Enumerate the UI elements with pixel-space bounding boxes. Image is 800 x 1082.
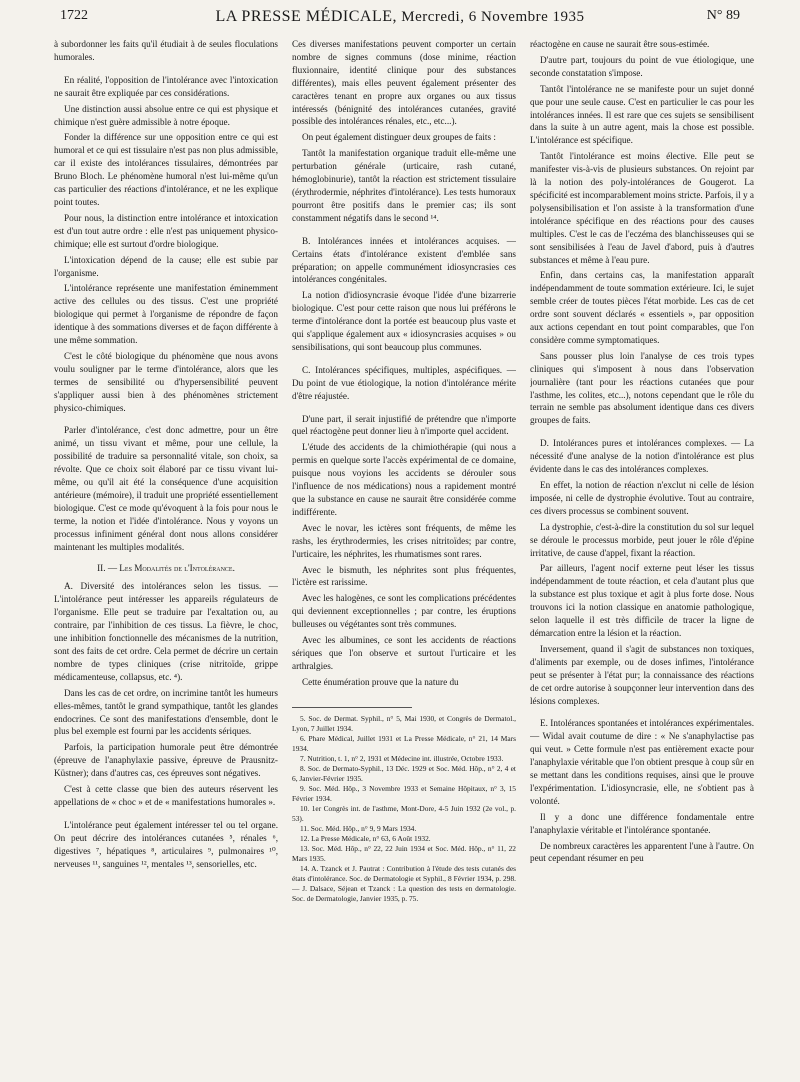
paragraph: A. Diversité des intolérances selon les tissus. — L'intolérance peut intéresser les appareils régulateurs de l'organisme. Elle peut se traduire par l'exaltation ou, au contraire, par l'inhibition de ces tissus. La fièvre, le choc, une inhibition fonctionnelle des mécanismes de la nutrition, sont des faits de cet ordre. Cela permet de décrire un certain nombre de types cliniques (crise nitritoïde, grippe médicamenteuse, collapsus, etc. ⁴). [54,581,278,682]
paragraph: Tantôt l'intolérance ne se manifeste pour un sujet donné que pour une seule cause. C'est en particulier le cas pour les intolérances innées. Il est rare que ces sujets se sensibilisent dans la suite à un autre agent, mais la chose est possible. L'intolérance est spécifique. [530,83,754,146]
paragraph: C'est à cette classe que bien des auteurs réservent les appellations de « choc » et de « manifestations humorales ». [54,784,278,807]
paragraph: Cette énumération prouve que la nature du [302,676,459,687]
issue-date: Mercredi, 6 Novembre 1935 [401,9,585,25]
footnotes [292,714,516,904]
paragraph: B. Intolérances innées et intolérances acquises. — Certains états d'intolérance existent d'emblée sans préparation; on appelle communément idiosyncrasies ces intolérances congénitales. [292,235,516,285]
paragraph: En effet, la notion de réaction n'exclut ni celle de lésion imposée, ni celle de dystrophie évolutive. Tout au contraire, ces divers processus se combinent souvent. [530,480,754,516]
paragraph: L'intolérance peut également intéresser tel ou tel organe. On peut décrire des intolérances cutanées ⁵, rénales ⁶, digestives ⁷, hépatiques ⁸, articulaires ⁹, pulmonaires ¹⁰, nerveuses ¹¹, sanguines ¹², mentales ¹³, sensorielles, etc. [54,819,278,869]
paragraph: réactogène en cause ne saurait être sous-estimée. [530,39,710,49]
paragraph: C'est le côté biologique du phénomène que nous avons voulu souligner par le terme d'intolérance, alors que les termes de sensibilité ou d'hypersensibilité peuvent s'appliquer aussi bien à des phénomènes strictement physico-chimiques. [54,350,278,413]
footnote: 13. Soc. Méd. Hôp., n° 22, 22 Juin 1934 et Soc. Méd. Hôp., n° 11, 22 Mars 1935. [292,843,516,863]
footnote: 14. A. Tzanck et J. Pautrat : Contribution à l'étude des tests cutanés des états d'intolérance. Soc. de Dermatologie et Syphil., 8 Février 1934, p. 298. — J. Dalsace, Séjean et Tzanck : La question des tests en dermatologie. Soc. de Dermatologie, Janvier 1935, p. 75. [292,863,516,903]
paragraph-gap [54,417,278,424]
paragraph: On peut également distinguer deux groupes de faits : [302,132,496,143]
page-header [60,8,740,30]
paragraph: Il y a donc une différence fondamentale entre l'anaphylaxie véritable et l'intolérance spontanée. [530,811,754,835]
journal-name: LA PRESSE MÉDICALE, [215,8,397,25]
section-heading: II. — Les Modalités de l'Intolérance. [97,562,235,573]
paragraph-gap [292,357,516,364]
paragraph-gap [530,430,754,437]
paragraph-gap [292,228,516,235]
paragraph-gap [292,406,516,413]
paragraph: D'une part, il serait injustifié de prétendre que n'importe quel réactogène peut donner lieu à n'importe quel accident. [292,413,516,437]
article-body [54,38,752,1078]
paragraph: De nombreux caractères les apparentent l'une à l'autre. On peut cependant résumer en peu [530,840,754,864]
paragraph: C. Intolérances spécifiques, multiples, aspécifiques. — Du point de vue étiologique, la notion d'intolérance mérite d'être réajustée. [292,364,516,401]
running-title [60,8,740,26]
paragraph: Avec les albumines, ce sont les accidents de réactions sériques que l'on observe et surtout l'urticaire et les arthralgies. [292,635,516,671]
paragraph-gap [54,67,278,74]
column-1 [54,38,278,1078]
footnote: 5. Soc. de Dermat. Syphil., n° 5, Mai 1930, et Congrès de Dermatol., Lyon, 7 Juillet 1934. [292,713,516,733]
paragraph: En réalité, l'opposition de l'intolérance avec l'intoxication ne saurait être expliquée par ces considérations. [54,74,278,98]
paragraph: Avec le bismuth, les néphrites sont plus fréquentes, l'ictère est rarissime. [292,564,516,588]
paragraph-gap [530,710,754,717]
footnote: 12. La Presse Médicale, n° 63, 6 Août 1932. [300,833,431,843]
paragraph: L'intoxication dépend de la cause; elle est subie par l'organisme. [54,254,278,278]
paragraph: D'autre part, toujours du point de vue étiologique, une seconde constatation s'impose. [530,54,754,78]
paragraph: L'intolérance représente une manifestation éminemment active des cellules ou des tissus. C'est une propriété biologique qui permet à l'organisme de répondre de façon identique à des sommations diverses et de façon différente à une même sommation. [54,283,278,346]
paragraph: L'étude des accidents de la chimiothérapie (qui nous a permis en quelque sorte l'accès expérimental de ce domaine, puisque nous voyions les accidents se dérouler sous l'influence de nos médications) nous a rapidement montré que la substance en cause ne saurait être considérée comme indifférente. [292,442,516,517]
page-number: 1722 [60,8,88,23]
paragraph: La dystrophie, c'est-à-dire la constitution du sol sur lequel se déroule le processus morbide, peut jouer le rôle d'épine irritative, de cause d'appel, fixant la réaction. [530,521,754,558]
issue-number: N° 89 [706,8,740,23]
paragraph: Parfois, la participation humorale peut être démontrée (épreuve de l'anaphylaxie passive, épreuve de Prausnitz-Küstner); dans d'autres cas, ces épreuves sont négatives. [54,742,278,779]
paragraph-gap [54,812,278,819]
paragraph: Une distinction aussi absolue entre ce qui est physique et chimique n'est guère admissible à notre époque. [54,103,278,127]
paragraph: Avec les halogènes, ce sont les complications précédentes qui deviennent exceptionnelles ; par contre, les éruptions bulleuses ou végétantes sont très communes. [292,593,516,630]
paragraph: Sans pousser plus loin l'analyse de ces trois types cliniques qui s'imposent à nous dans l'observation journalière (tant pour les réactions cutanées que pour l'asthme, les colites, etc...), notons cependant que le rôle du terrain ne semble pas absolument identique dans ces divers groupes de faits. [530,350,754,426]
paragraph: à subordonner les faits qu'il étudiait à de seules floculations humorales. [54,39,278,62]
footnote: 9. Soc. Méd. Hôp., 3 Novembre 1933 et Semaine Hôpitaux, n° 3, 15 Février 1934. [292,783,516,803]
paragraph: Inversement, quand il s'agit de substances non toxiques, d'aliments par exemple, ou de doses infimes, l'intolérance peut se présenter à l'état pur; la connaissance des réactions de cet ordre autorise à soupçonner leur intervention dans des lésions complexes. [530,643,754,706]
footnote: 7. Nutrition, t. 1, n° 2, 1931 et Médecine int. illustrée, Octobre 1933. [300,753,504,763]
footnote: 8. Soc. de Dermato-Syphil., 13 Déc. 1929 et Soc. Méd. Hôp., n° 2, 4 et 6, Janvier-Février 1935. [292,763,516,783]
paragraph: E. Intolérances spontanées et intolérances expérimentales. — Widal avait coutume de dire : « Ne s'anaphylactise pas qui veut. » Cette formule n'est pas entièrement exacte pour l'anaphylaxie véritable que l'on obtient presque à coup sûr en se mettant dans les conditions requises, ainsi que le prouve l'expérimentation. L'idiosyncrasie, elle, ne s'obtient pas à volonté. [530,718,754,806]
paragraph: Fonder la différence sur une opposition entre ce qui est humoral et ce qui est tissulaire n'est pas non plus admissible, car il existe des intolérances tissulaires, démontrées par Bruno Bloch. Le phénomène humoral n'est lui-même qu'un cas particulier des réactions d'intolérance, et ne les explique point toutes. [54,132,278,207]
column-2 [292,38,516,1078]
column-3 [530,38,754,1078]
paragraph: La notion d'idiosyncrasie évoque l'idée d'une bizarrerie biologique. C'est pour cette raison que nous lui préférons le terme d'intolérance dont la portée est beaucoup plus vaste et qui s'applique également aux « idiosyncrasies acquises » ou sensibilisations, qui sont beaucoup plus communes. [292,290,516,352]
paragraph: Ces diverses manifestations peuvent comporter un certain nombre de signes communs (dose minime, réaction fluxionnaire, identité clinique pour des substances différentes), mais elles peuvent également présenter des caractères tenant en propre aux organes ou aux tissus intéressés (bénignité des intolérances cutanées, gravité possible des intolérances rénales, etc., etc...). [292,39,516,127]
paragraph: Tantôt la manifestation organique traduit elle-même une perturbation générale (urticaire, rash cutané, hémoglobinurie), tantôt la réaction est strictement tissulaire (érythrodermie, néphrites d'intolérance). Les tests humoraux pourront être positifs dans le premier cas; ils sont constamment négatifs dans le second ¹⁴. [292,148,516,223]
paragraph: Dans les cas de cet ordre, on incrimine tantôt les humeurs elles-mêmes, tantôt le grand sympathique, tantôt les glandes endocrines. Ce sont des manifestations d'ensemble, dont le plus bel exemple est fourni par les accidents sériques. [54,687,278,737]
paragraph: Enfin, dans certains cas, la manifestation apparaît indépendamment de toute sommation extérieure. Ici, le sujet semble créer de toutes pièces l'état morbide. Les cas de cet ordre sont souvent déclarés « essentiels », par opposition aux actions cependant en tout point comparables, que l'on considère comme symptomatiques. [530,270,754,345]
paragraph: Avec le novar, les ictères sont fréquents, de même les rashs, les érythrodermies, les crises nitritoïdes; par contre, l'urticaire, les néphrites, les rhumatismes sont rares. [292,522,516,559]
footnote: 10. 1er Congrès int. de l'asthme, Mont-Dore, 4-5 Juin 1932 (2e vol., p. 53). [292,803,516,823]
footnote-rule [292,707,412,714]
paragraph: Pour nous, la distinction entre intolérance et intoxication est d'un tout autre ordre : elle n'est pas uniquement physico-chimique; elle est surtout d'ordre biologique. [54,212,278,249]
paragraph: Parler d'intolérance, c'est donc admettre, pour un être animé, un tissu vivant et même, pour une cellule, la possibilité de traduire sa personnalité vitale, son choix, sa révolte. Que ce choix soit élaboré par ce tissu vivant lui-même, ou qu'il ait été la conséquence d'une acquisition antérieure (mémoire), il traduit une propriété essentiellement biologique. C'est ce mode qu'évoquent à la fois pour nous le terme, la notion et l'idée d'intolérance. Nous y voyons un processus infiniment général dont nous allons considérer maintenant les multiples modalités. [54,425,278,552]
paragraph: D. Intolérances pures et intolérances complexes. — La nécessité d'une analyse de la notion d'intolérance est plus évidente dans le cas des intolérances complexes. [530,438,754,475]
footnote: 6. Phare Médical, Juillet 1931 et La Presse Médicale, n° 21, 14 Mars 1934. [292,733,516,753]
paragraph: Par ailleurs, l'agent nocif externe peut léser les tissus indépendamment de toute réaction, et cela d'autant plus que la substance est plus toxique et agit à plus forte dose. Nous trouvons ici la notion classique en anatomie pathologique, selon laquelle il est très difficile de tracer la ligne de démarcation entre la lésion et la réaction. [530,563,754,638]
footnote: 11. Soc. Méd. Hôp., n° 9, 9 Mars 1934. [300,823,417,833]
paragraph: Tantôt l'intolérance est moins élective. Elle peut se manifester vis-à-vis de plusieurs substances. On rejoint par là la notion des poly-intolérances de Gougerot. La spécificité est incomparablement moins stricte. Parfois, il y a polysensibilisation et l'on assiste à la transformation d'une intolérance spécifique en des réactions pour des causes multiples. C'est le cas de l'eczéma des blanchisseuses qui se sont sensibilisées à l'eau de Javel d'abord, puis à d'autres substances et même à l'eau pure. [530,151,754,265]
